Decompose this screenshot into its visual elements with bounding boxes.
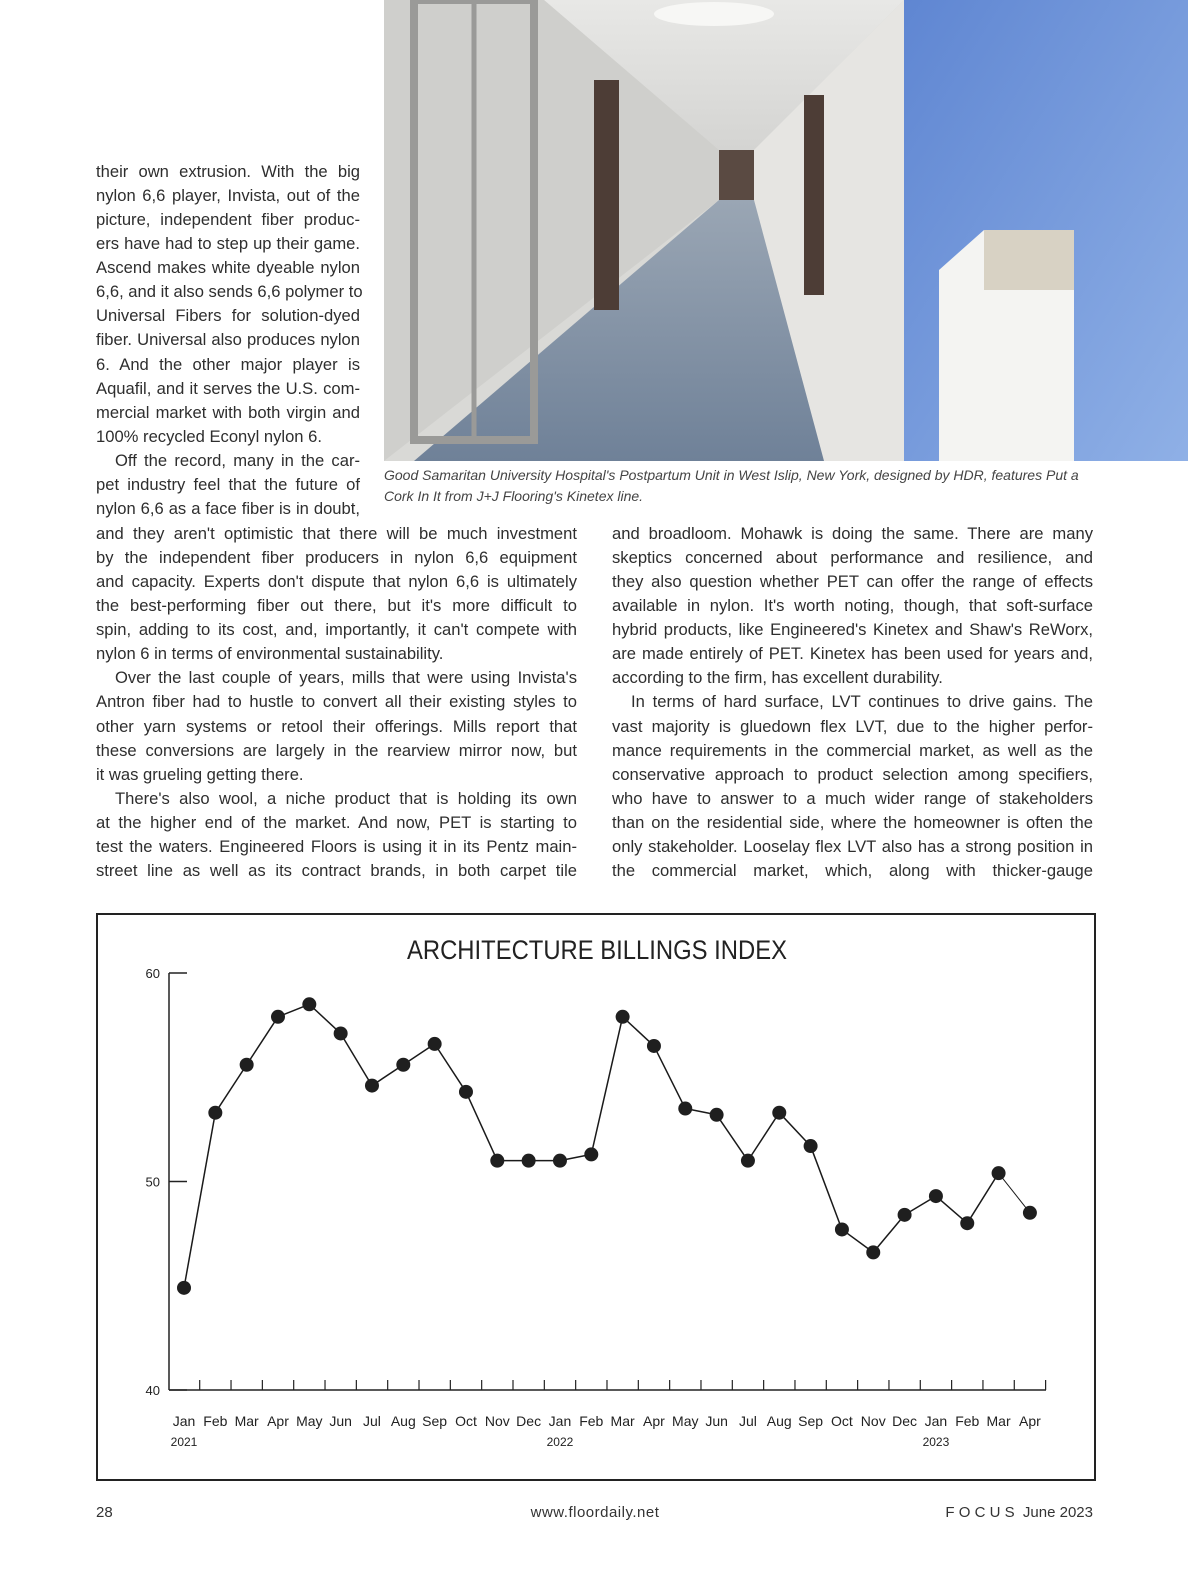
x-tick-label: Mar <box>986 1413 1011 1429</box>
series-segment <box>999 1173 1030 1213</box>
x-tick-label: Jan <box>172 1413 196 1429</box>
x-tick-label: May <box>672 1413 699 1429</box>
series-segment <box>247 1017 278 1065</box>
article-line: conservative approach to product selection among specifiers, <box>612 764 1093 784</box>
article-line: the commercial market, which, along with thicker-gauge <box>612 860 1093 880</box>
data-point <box>960 1216 974 1230</box>
x-tick-label: Dec <box>516 1413 542 1429</box>
series-segment <box>341 1033 372 1085</box>
series-segment <box>184 1113 215 1288</box>
article-line: and broadloom. Mohawk is doing the same. There are many <box>612 524 1093 543</box>
x-tick-label: Oct <box>831 1413 853 1429</box>
hallway-photo <box>384 0 1188 461</box>
article-line: vast majority is gluedown flex LVT, due to the higher perfor- <box>612 716 1093 736</box>
series-segment <box>717 1115 748 1161</box>
data-point <box>1023 1206 1037 1220</box>
year-label: 2023 <box>922 1435 950 1449</box>
article-line: Universal Fibers for solution-dyed <box>96 306 360 326</box>
article-line: nylon 6 in terms of environmental sustainability. <box>96 644 444 664</box>
x-tick-label: Aug <box>766 1413 792 1429</box>
data-point <box>898 1208 912 1222</box>
article-line: it was grueling getting there. <box>96 764 304 784</box>
article-line: they also question whether PET can offer the range of effects <box>612 572 1093 592</box>
article-line: 6,6, and it also sends 6,6 polymer to <box>96 282 363 302</box>
y-tick-label: 40 <box>145 1383 160 1398</box>
article-line: picture, independent fiber produc- <box>96 210 360 230</box>
data-point <box>522 1154 536 1168</box>
article-line: mance requirements in the commercial market, as well as the <box>612 740 1093 760</box>
data-point <box>866 1245 880 1259</box>
article-line: mercial market with both virgin and <box>96 402 360 422</box>
article-line: available in nylon. It's worth noting, though, that soft-surface <box>612 596 1093 616</box>
article-line: 100% recycled Econyl nylon 6. <box>96 426 322 446</box>
x-tick-label: Mar <box>234 1413 259 1429</box>
x-tick-label: Oct <box>455 1413 477 1429</box>
article-line: who have to answer to a much wider range of stakeholders <box>612 788 1093 808</box>
data-point <box>428 1037 442 1051</box>
x-tick-label: Jun <box>705 1413 728 1429</box>
article-line: ers have had to step up their game. <box>96 234 360 254</box>
x-tick-label: Jul <box>363 1413 381 1429</box>
hallway-photo-image <box>384 0 1188 461</box>
x-tick-label: Dec <box>892 1413 918 1429</box>
x-tick-label: Apr <box>643 1413 665 1429</box>
data-point <box>584 1147 598 1161</box>
data-point <box>804 1139 818 1153</box>
series-segment <box>811 1146 842 1229</box>
x-tick-label: Feb <box>203 1413 228 1429</box>
y-tick-label: 50 <box>145 1174 160 1190</box>
series-segment <box>748 1113 779 1161</box>
article-line: Off the record, many in the car- <box>115 450 360 470</box>
data-point <box>396 1058 410 1072</box>
article-narrow-column <box>96 160 363 521</box>
series-segment <box>466 1092 497 1161</box>
data-point <box>365 1079 379 1093</box>
data-point <box>929 1189 943 1203</box>
abi-chart-frame <box>96 913 1096 1481</box>
x-tick-label: Apr <box>267 1413 289 1429</box>
data-point <box>302 997 316 1011</box>
article-line: and they aren't optimistic that there will be much investment <box>96 524 577 543</box>
data-point <box>490 1154 504 1168</box>
data-point <box>992 1166 1006 1180</box>
x-tick-label: Jul <box>738 1413 757 1429</box>
article-line: pet industry feel that the future of <box>96 474 360 494</box>
article-line: hybrid products, like Engineered's Kinetex and Shaw's ReWorx, <box>612 620 1093 640</box>
footer-publication: F O C U S June 2023 <box>945 1504 1093 1521</box>
article-line: There's also wool, a niche product that is holding its own <box>115 788 577 808</box>
data-point <box>835 1222 849 1236</box>
photo-caption: Good Samaritan University Hospital's Postpartum Unit in West Islip, New York, designed by HDR, features Put a Cork In It from J+J Flooring's Kinetex line. <box>384 467 1079 504</box>
series-segment <box>435 1044 466 1092</box>
data-point <box>334 1026 348 1040</box>
x-tick-label: May <box>296 1413 323 1429</box>
series-segment <box>591 1017 622 1155</box>
article-line: spin, adding to its cost, and, importantly, it can't compete with <box>96 620 577 640</box>
data-point <box>647 1039 661 1053</box>
year-label: 2021 <box>170 1435 198 1449</box>
article-line: other yarn systems or retool their offerings. Mills report that <box>96 716 577 736</box>
data-point <box>240 1058 254 1072</box>
x-tick-label: Apr <box>1019 1413 1041 1429</box>
article-line: skeptics concerned about performance and resilience, and <box>612 548 1093 568</box>
x-tick-label: Feb <box>955 1413 980 1429</box>
x-tick-label: Feb <box>579 1413 604 1429</box>
article-line: Ascend makes white dyeable nylon <box>96 258 360 278</box>
x-tick-label: Mar <box>610 1413 635 1429</box>
article-right-column <box>612 522 1093 883</box>
data-point <box>710 1108 724 1122</box>
article-line: their own extrusion. With the big <box>96 162 360 181</box>
article-line: by the independent fiber producers in nylon 6,6 equipment <box>96 548 577 568</box>
x-tick-label: Nov <box>484 1413 510 1429</box>
x-tick-label: Sep <box>422 1413 448 1429</box>
article-line: only stakeholder. Looselay flex LVT also has a strong position in <box>612 836 1093 856</box>
x-tick-label: Nov <box>860 1413 886 1429</box>
article-line: according to the firm, has excellent durability. <box>612 668 943 688</box>
article-line: In terms of hard surface, LVT continues to drive gains. The <box>631 692 1093 712</box>
article-line: these conversions are largely in the rearview mirror now, but <box>96 740 577 760</box>
article-line: nylon 6,6 player, Invista, out of the <box>96 186 360 206</box>
chart-title: ARCHITECTURE BILLINGS INDEX <box>407 935 787 965</box>
article-line: Antron fiber had to hustle to convert all their existing styles to <box>96 692 577 712</box>
article-line: at the higher end of the market. And now, PET is starting to <box>96 812 577 832</box>
data-point <box>459 1085 473 1099</box>
data-point <box>553 1154 567 1168</box>
article-line: Over the last couple of years, mills that were using Invista's <box>115 668 577 688</box>
year-label: 2022 <box>546 1435 574 1449</box>
article-left-column <box>96 522 577 883</box>
x-tick-label: Sep <box>798 1413 824 1429</box>
article-line: street line as well as its contract brands, in both carpet tile <box>96 860 577 880</box>
article-line: the best-performing fiber out there, but it's more difficult to <box>96 596 577 616</box>
data-point <box>616 1010 630 1024</box>
article-line: and capacity. Experts don't dispute that nylon 6,6 is ultimately <box>96 572 577 592</box>
data-point <box>177 1281 191 1295</box>
footer-website: www.floordaily.net <box>530 1504 660 1521</box>
data-point <box>208 1106 222 1120</box>
y-tick-label: 60 <box>145 966 160 981</box>
page-number: 28 <box>96 1504 113 1521</box>
data-point <box>741 1154 755 1168</box>
x-tick-label: Aug <box>390 1413 416 1429</box>
article-line: fiber. Universal also produces nylon <box>96 330 360 350</box>
article-line: Aquafil, and it serves the U.S. com- <box>96 378 360 398</box>
series-segment <box>654 1046 685 1109</box>
article-line: are made entirely of PET. Kinetex has been used for years and, <box>612 644 1093 664</box>
data-point <box>772 1106 786 1120</box>
data-point <box>678 1102 692 1116</box>
x-tick-label: Jan <box>548 1413 572 1429</box>
article-line: nylon 6,6 as a face fiber is in doubt, <box>96 498 360 518</box>
article-line: 6. And the other major player is <box>96 354 360 374</box>
x-tick-label: Jan <box>924 1413 948 1429</box>
series-segment <box>873 1215 904 1253</box>
x-tick-label: Jun <box>329 1413 352 1429</box>
article-line: than on the residential side, where the homeowner is often the <box>612 812 1093 832</box>
article-line: test the waters. Engineered Floors is using it in its Pentz main- <box>96 836 577 856</box>
series-segment <box>215 1065 246 1113</box>
series-segment <box>967 1173 998 1223</box>
abi-line-chart <box>98 915 1094 1479</box>
data-point <box>271 1010 285 1024</box>
